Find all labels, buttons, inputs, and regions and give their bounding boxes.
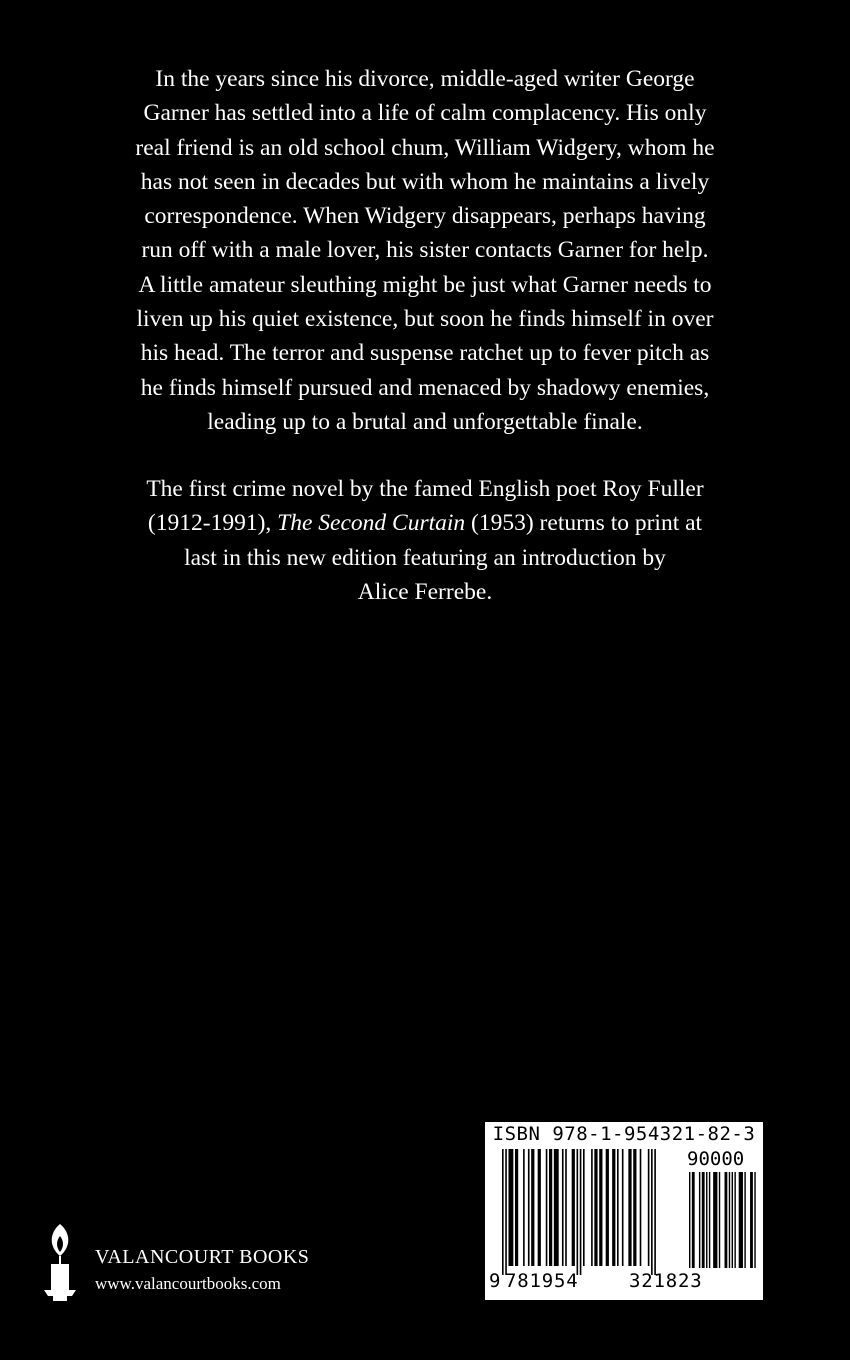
blurb-line: Alice Ferrebe. [357,578,493,605]
barcode-addon-bar [692,1172,695,1268]
barcode-bar [546,1149,548,1266]
barcode-bar [549,1149,552,1266]
blurb-text: (1912-1991), [147,510,278,537]
blurb-line: he finds himself pursued and menaced by shadowy enemies, [140,374,710,401]
barcode-bar [583,1149,585,1266]
blurb-line: In the years since his divorce, middle-aged writer George [155,66,695,92]
barcode-bar [538,1149,541,1266]
barcode-bar [648,1149,650,1266]
blurb-line: liven up his quiet existence, but soon he finds himself in over [136,306,714,333]
barcode-bar [606,1149,609,1266]
barcode-addon-bar [689,1172,690,1268]
barcode-bar [622,1149,624,1266]
book-title: The Second Curtain [277,510,466,537]
barcode-guard-bar [577,1149,579,1275]
barcode-addon-bar [706,1172,707,1268]
blurb-paragraph-2 [60,472,790,609]
barcode-bar [572,1149,575,1266]
barcode-guard-bar [580,1149,582,1275]
barcode-bar [562,1149,564,1266]
barcode-addon-bar [702,1172,705,1268]
barcode-bar [628,1149,631,1266]
barcode-bar [515,1149,518,1266]
barcode-bar [640,1149,642,1266]
barcode-bar [594,1149,597,1266]
ean-first-digit: 9 [489,1270,501,1292]
barcode-bar [523,1149,525,1266]
barcode-guard-bar [654,1149,656,1275]
barcode-addon-bar [754,1172,755,1268]
barcode-guard-bar [505,1149,507,1275]
barcode-addon-bar [750,1172,753,1268]
isbn-label: ISBN 978-1-954321-82-3 [492,1123,756,1145]
candle-icon [40,1210,80,1310]
barcode-addon-bar [699,1172,700,1268]
barcode-bar [508,1149,513,1266]
barcode-addon-bar [744,1172,745,1268]
barcode-guard-bar [502,1149,504,1275]
barcode-bar [599,1149,602,1266]
barcode-bar [554,1149,559,1266]
barcode-bar [528,1149,530,1266]
barcode-addon-bar [734,1172,735,1268]
barcode-bar [633,1149,636,1266]
blurb-line: last in this new edition featuring an introduction by [184,544,666,571]
ean-left-digits: 781954 [505,1270,579,1292]
isbn-barcode [485,1122,763,1300]
barcode-guard-bar [651,1149,653,1275]
blurb-line: run off with a male lover, his sister contacts Garner for help. [141,237,709,264]
barcode-addon-bar [719,1172,720,1268]
barcode-bar [617,1149,619,1266]
barcode-bar [531,1149,534,1266]
blurb-line: has not seen in decades but with whom he maintains a lively [140,168,710,195]
blurb-line: his head. The terror and suspense ratchet up to fever pitch as [140,340,710,367]
blurb-line: Garner has settled into a life of calm complacency. His only [143,100,707,127]
blurb-line: leading up to a brutal and unforgettable finale. [207,408,643,435]
barcode-addon-bar [729,1172,730,1268]
barcode-addon-bar [725,1172,728,1268]
ean-right-digits: 321823 [629,1270,703,1292]
barcode-addon-bar [709,1172,710,1268]
blurb-line [60,506,790,540]
barcode-addon-bar [713,1172,717,1268]
publisher-imprint [40,1210,360,1310]
blurb-line: A little amateur sleuthing might be just what Garner needs to [138,271,712,298]
barcode-addon-bar [739,1172,743,1268]
barcode-bar [591,1149,593,1266]
blurb-line: real friend is an old school chum, William Widgery, whom he [135,134,715,161]
blurb-text: (1953) returns to print at [465,510,703,537]
barcode-bar [612,1149,615,1266]
barcode-bar [565,1149,567,1266]
price-code: 90000 [687,1148,745,1170]
publisher-name: VALANCOURT BOOKS [95,1246,310,1268]
barcode-addon-bar [732,1172,733,1268]
blurb-line: The first crime novel by the famed English poet Roy Fuller [146,476,704,502]
blurb-paragraph-1 [60,62,790,439]
publisher-url: www.valancourtbooks.com [95,1274,281,1293]
blurb-line: correspondence. When Widgery disappears, perhaps having [144,203,706,230]
